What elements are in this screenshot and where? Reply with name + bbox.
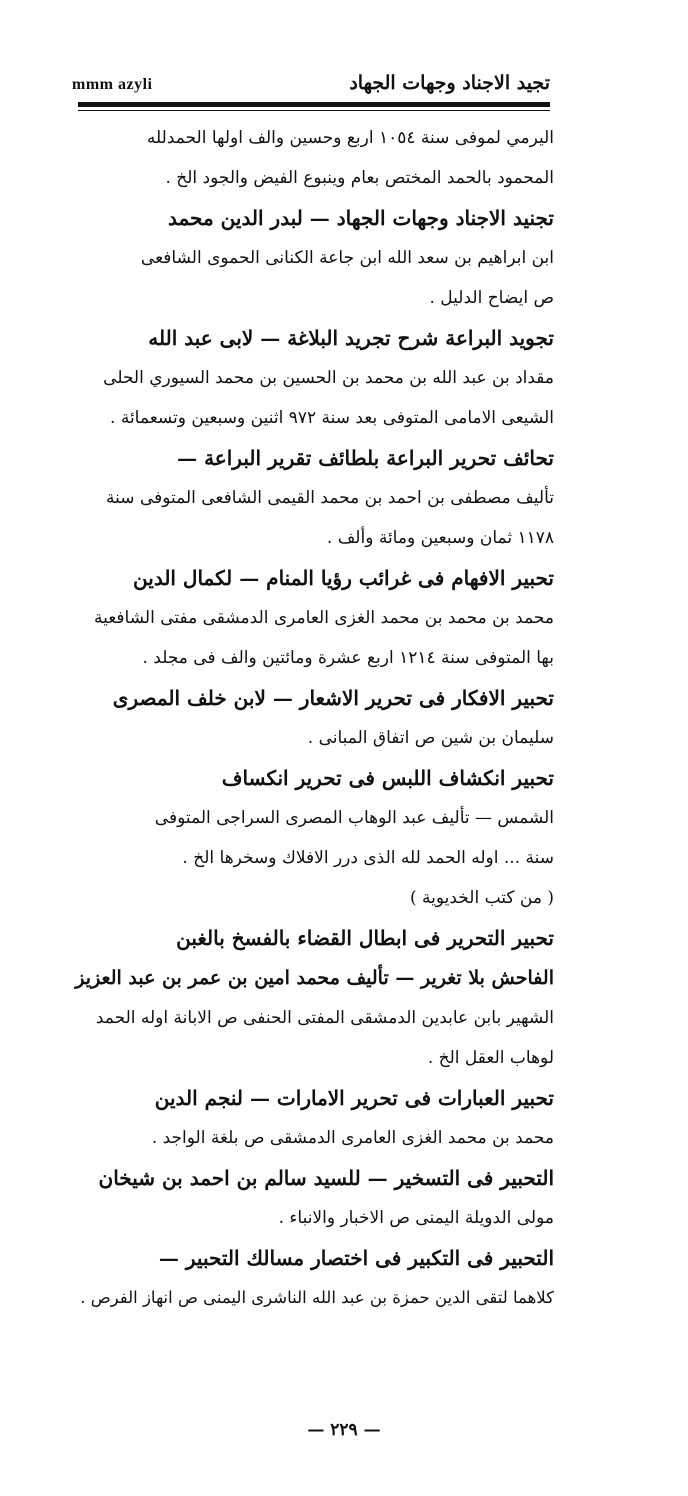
header-rule-thin xyxy=(78,110,550,111)
body-text-line: مقداد بن عبد الله بن محمد بن الحسين بن محمد السيوري الحلى xyxy=(103,368,554,388)
body-text-line: تأليف مصطفى بن احمد بن محمد القيمى الشافعى المتوفى سنة xyxy=(106,488,554,508)
entry-heading-line: تجويد البراعة شرح تجريد البلاغة — لابى عبد الله xyxy=(148,326,554,350)
body-text-line: لوهاب العقل الخ . xyxy=(427,1048,554,1068)
entry-heading-line: تحبير انكشاف اللبس فى تحرير انكساف xyxy=(221,766,554,790)
body-text-line: المحمود بالحمد المختص بعام وينبوع الفيض والجود الخ . xyxy=(165,168,554,188)
body-text-line: ص ايضاح الدليل . xyxy=(429,288,554,308)
body-text-line: محمد بن محمد الغزى العامرى الدمشقى ص بلغة الواجد . xyxy=(151,1128,554,1148)
body-text-line: الشيعى الامامى المتوفى بعد سنة ٩٧٢ اثنين وسبعين وتسعمائة . xyxy=(110,408,554,428)
entry-heading-line: تجنيد الاجناد وجهات الجهاد — لبدر الدين محمد xyxy=(168,206,554,230)
entry-heading-line: تحبير الافهام فى غرائب رؤيا المنام — لكمال الدين xyxy=(133,566,554,590)
entry-heading-line: تحبير العبارات فى تحرير الامارات — لنجم الدين xyxy=(154,1086,554,1110)
entry-heading-line: تحبير التحرير فى ابطال القضاء بالفسخ بالغبن xyxy=(176,926,554,950)
body-text-line: بها المتوفى سنة ١٢١٤ اربع عشرة ومائتين والف فى مجلد . xyxy=(142,648,554,668)
body-text-line: ١١٧٨ ثمان وسبعين ومائة وألف . xyxy=(326,528,554,548)
body-text-line: سنة ... اوله الحمد لله الذى درر الافلاك وسخرها الخ . xyxy=(182,848,554,868)
page-number: — ٢٢٩ — xyxy=(307,1420,381,1440)
entry-heading-line: تحائف تحرير البراعة بلطائف تقرير البراعة — xyxy=(177,446,554,470)
page-body xyxy=(72,118,554,1318)
body-text-line: اليرمي لموفى سنة ١٠٥٤ اربع وحسين والف اولها الحمدلله xyxy=(146,128,554,148)
body-text-line: مولى الدويلة اليمنى ص الاخبار والانباء . xyxy=(278,1208,554,1228)
header-left-text: mmm azyli xyxy=(72,76,153,93)
body-text-line: محمد بن محمد بن محمد الغزى العامرى الدمشقى مفتى الشافعية xyxy=(93,608,554,628)
body-text-line: سليمان بن شين ص اتفاق المبانى . xyxy=(307,728,554,748)
header-running-title: تجيد الاجناد وجهات الجهاد xyxy=(349,72,550,94)
entry-heading-line: تحبير الافكار فى تحرير الاشعار — لابن خلف المصرى xyxy=(112,686,554,710)
body-text-line: الشمس — تأليف عبد الوهاب المصرى السراجى المتوفى xyxy=(154,808,554,828)
body-text-line: ( من كتب الخديوية ) xyxy=(409,888,554,908)
entry-heading-line: التحبير فى التكبير فى اختصار مسالك التحبير — xyxy=(158,1246,554,1270)
entry-heading-line: التحبير فى التسخير — للسيد سالم بن احمد بن شيخان xyxy=(98,1166,554,1190)
header-rule-thick xyxy=(78,102,550,107)
body-text-line: كلاهما لتقى الدين حمزة بن عبد الله الناشرى اليمنى ص انهاز الفرص . xyxy=(80,1288,554,1307)
body-text-line: ابن ابراهيم بن سعد الله ابن جاعة الكنانى الحموى الشافعى xyxy=(140,248,554,268)
running-header xyxy=(72,72,550,106)
entry-heading-line: الفاحش بلا تغرير — تأليف محمد امين بن عمر بن عبد العزيز xyxy=(75,967,554,989)
body-text-line: الشهير بابن عابدين الدمشقى المفتى الحنفى ص الابانة اوله الحمد xyxy=(95,1008,554,1028)
